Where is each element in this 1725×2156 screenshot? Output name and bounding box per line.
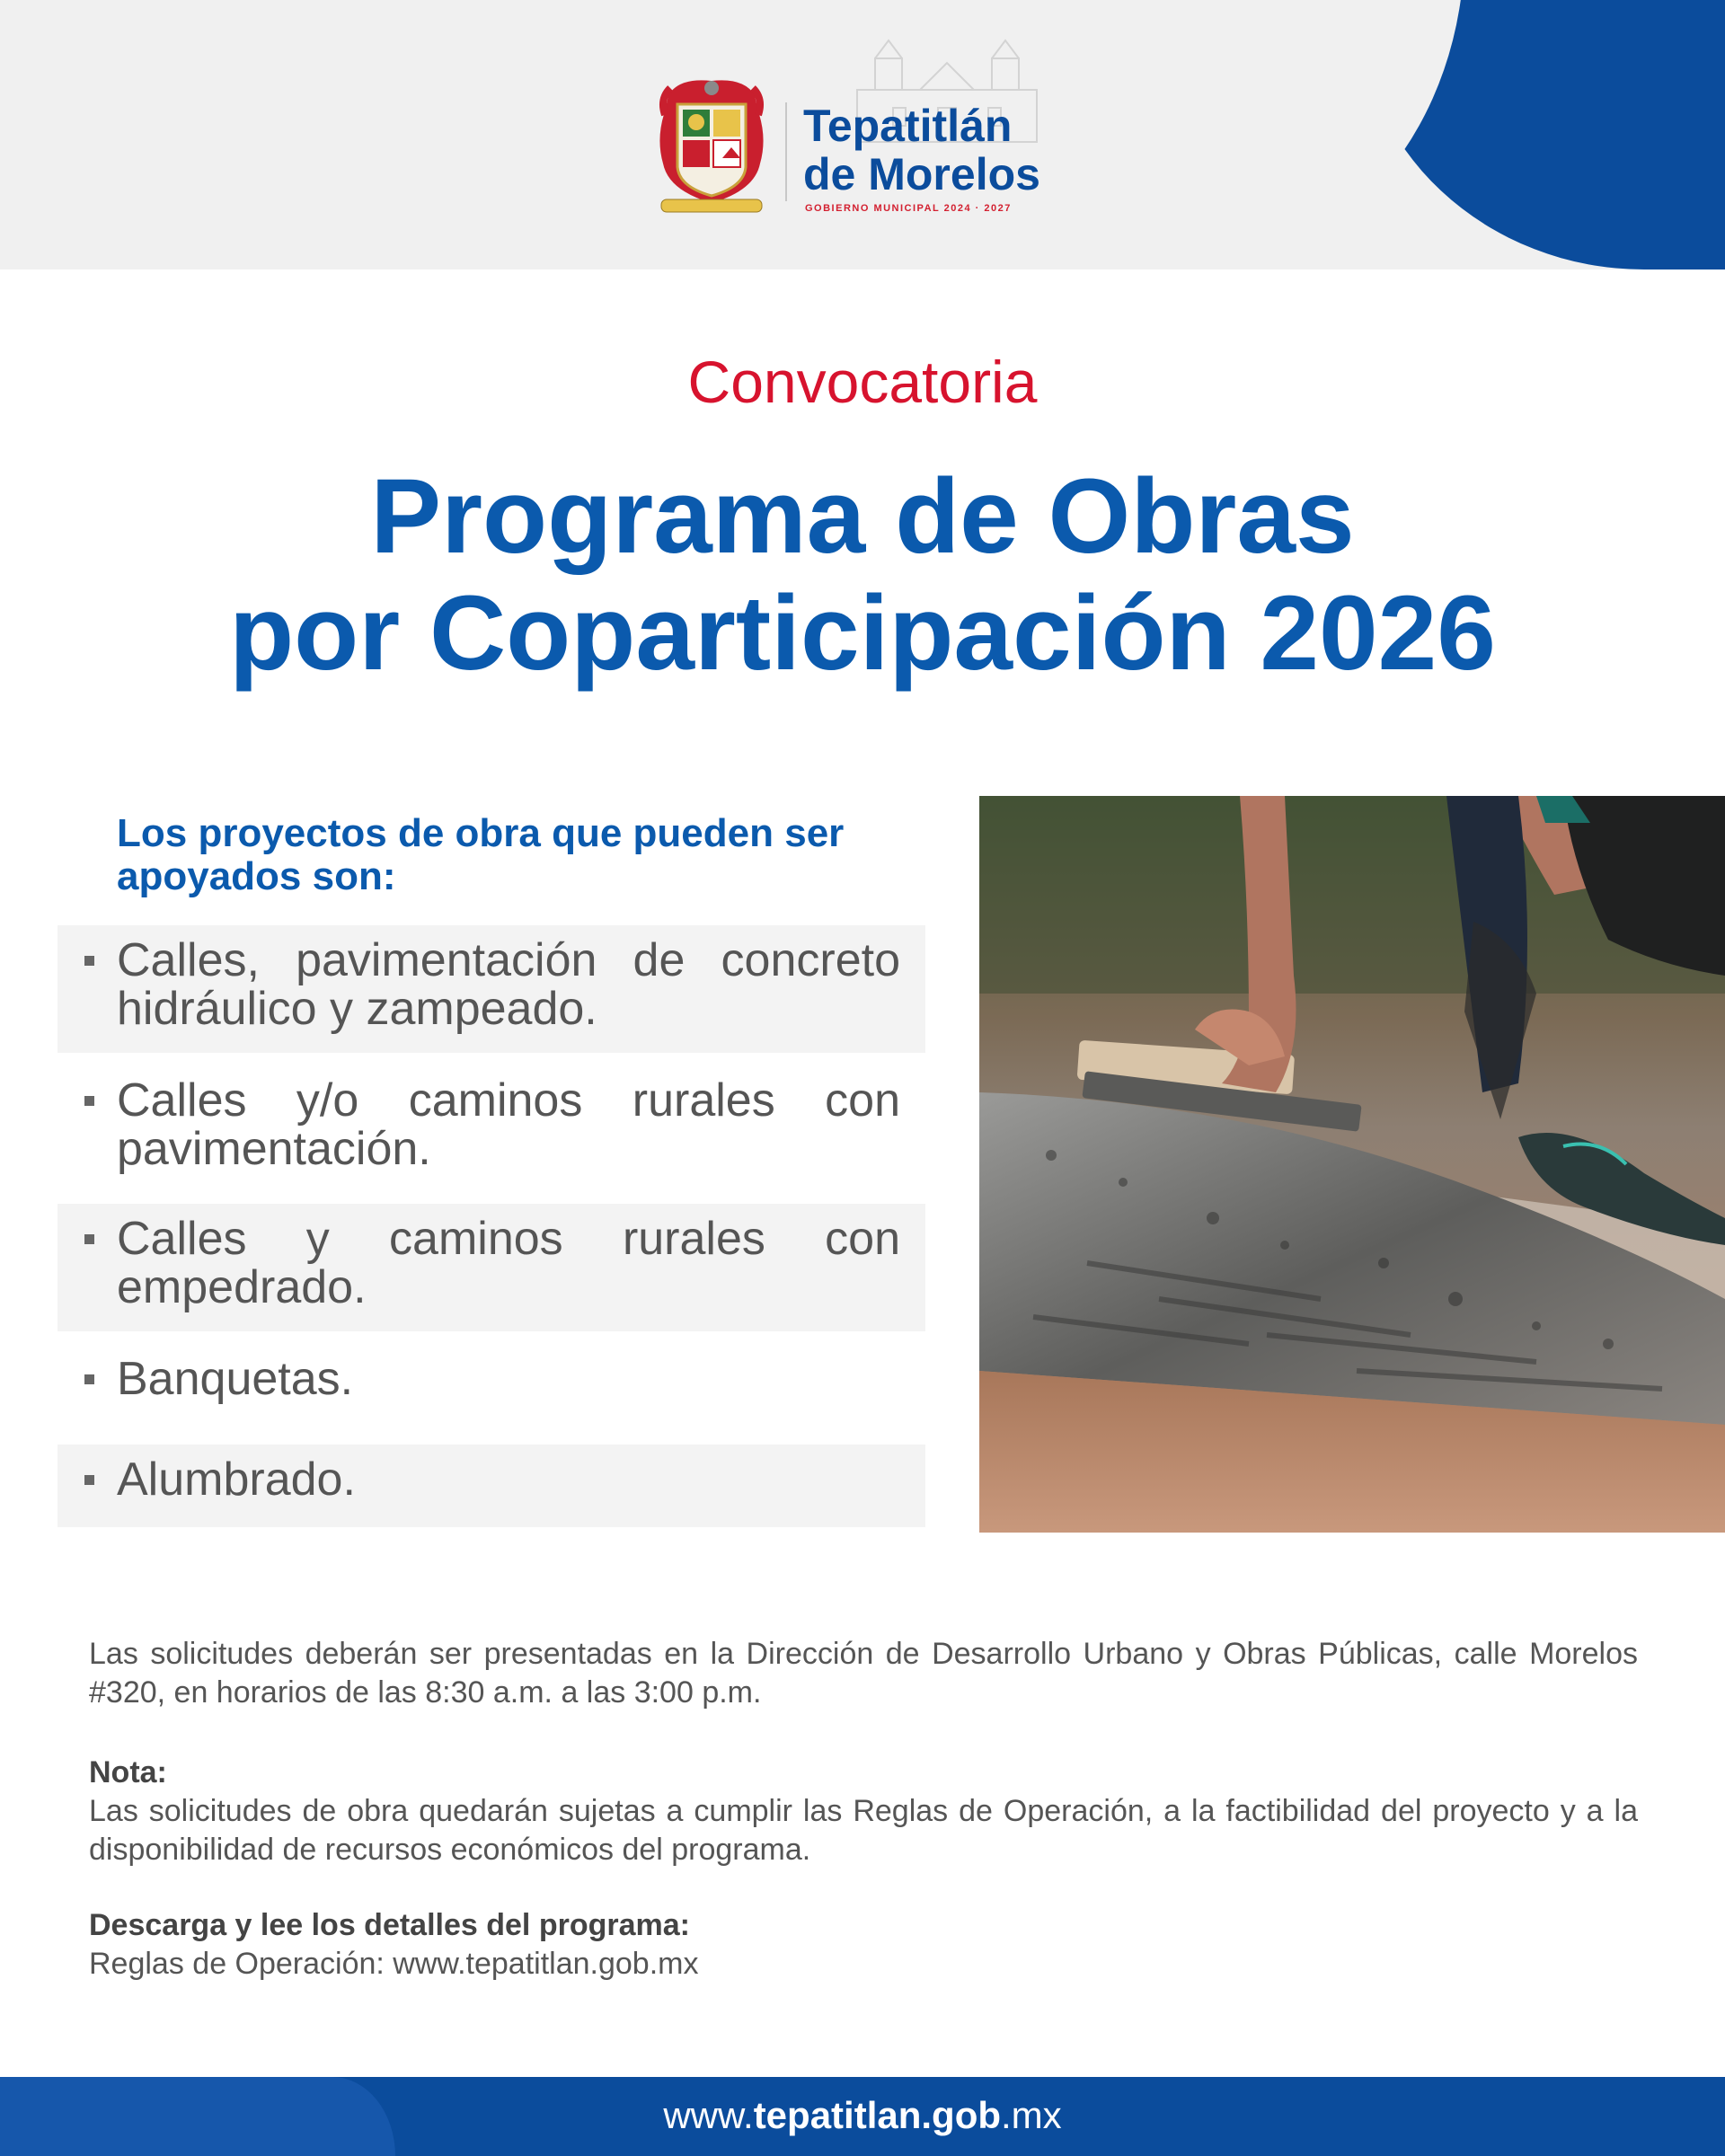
construction-photo-illustration [979, 796, 1725, 1533]
download-label: Descarga y lee los detalles del programa: [89, 1908, 690, 1942]
list-item-text: Banquetas. [117, 1353, 354, 1405]
bullet-icon [84, 956, 94, 966]
bullet-icon [84, 1374, 94, 1384]
download-block [89, 1906, 1638, 1984]
submission-paragraph: Las solicitudes deberán ser presentadas en la Dirección de Desarrollo Urbano y Obras Públicas, calle Morelos #320, en horarios de las 8:30 a.m. a las 3:00 p.m. [89, 1637, 1638, 1710]
list-item-text: Calles y caminos rurales con empedrado. [117, 1213, 900, 1313]
list-item-text: Calles y/o caminos rurales con pavimentación. [117, 1074, 900, 1175]
bullet-icon [84, 1475, 94, 1485]
page-title-line1: Programa de Obras [370, 457, 1355, 576]
note-block [89, 1754, 1638, 1869]
footer-bar [0, 2077, 1725, 2156]
page-title [0, 458, 1725, 692]
download-link[interactable]: Reglas de Operación: www.tepatitlan.gob.mx [89, 1947, 699, 1981]
footer-url-suffix: .mx [1001, 2094, 1062, 2136]
logo-name-line1: Tepatitlán [803, 101, 1013, 151]
list-item [58, 1344, 925, 1432]
logo-divider [785, 102, 787, 201]
page-title-line2: por Coparticipación 2026 [229, 574, 1496, 693]
note-text: Las solicitudes de obra quedarán sujetas a cumplir las Reglas de Operación, a la factibilidad del proyecto y a la disponibilidad de recursos económicos del programa. [89, 1794, 1638, 1867]
footer-url-domain: tepatitlan.gob [753, 2094, 1002, 2136]
projects-heading: Los proyectos de obra que pueden ser apoyados son: [117, 811, 845, 898]
kicker-title: Convocatoria [687, 349, 1038, 415]
municipal-logo[interactable] [652, 75, 1084, 219]
bullet-icon [84, 1234, 94, 1244]
bullet-icon [84, 1096, 94, 1106]
note-label: Nota: [89, 1755, 167, 1789]
list-item-text: Calles, pavimentación de concreto hidráulico y zampeado. [117, 934, 900, 1035]
list-item [58, 1204, 925, 1331]
logo-subtitle: GOBIERNO MUNICIPAL 2024 · 2027 [805, 203, 1012, 214]
list-item [58, 925, 925, 1053]
footer-url-prefix: www. [663, 2094, 754, 2136]
coat-of-arms-icon [652, 75, 771, 219]
footer-url-link[interactable] [0, 2093, 1725, 2138]
construction-photo [979, 796, 1725, 1533]
projects-list [58, 925, 925, 1527]
list-item [58, 1065, 925, 1191]
list-item-text: Alumbrado. [117, 1454, 356, 1506]
logo-name-line2: de Morelos [803, 149, 1040, 199]
list-item [58, 1445, 925, 1527]
